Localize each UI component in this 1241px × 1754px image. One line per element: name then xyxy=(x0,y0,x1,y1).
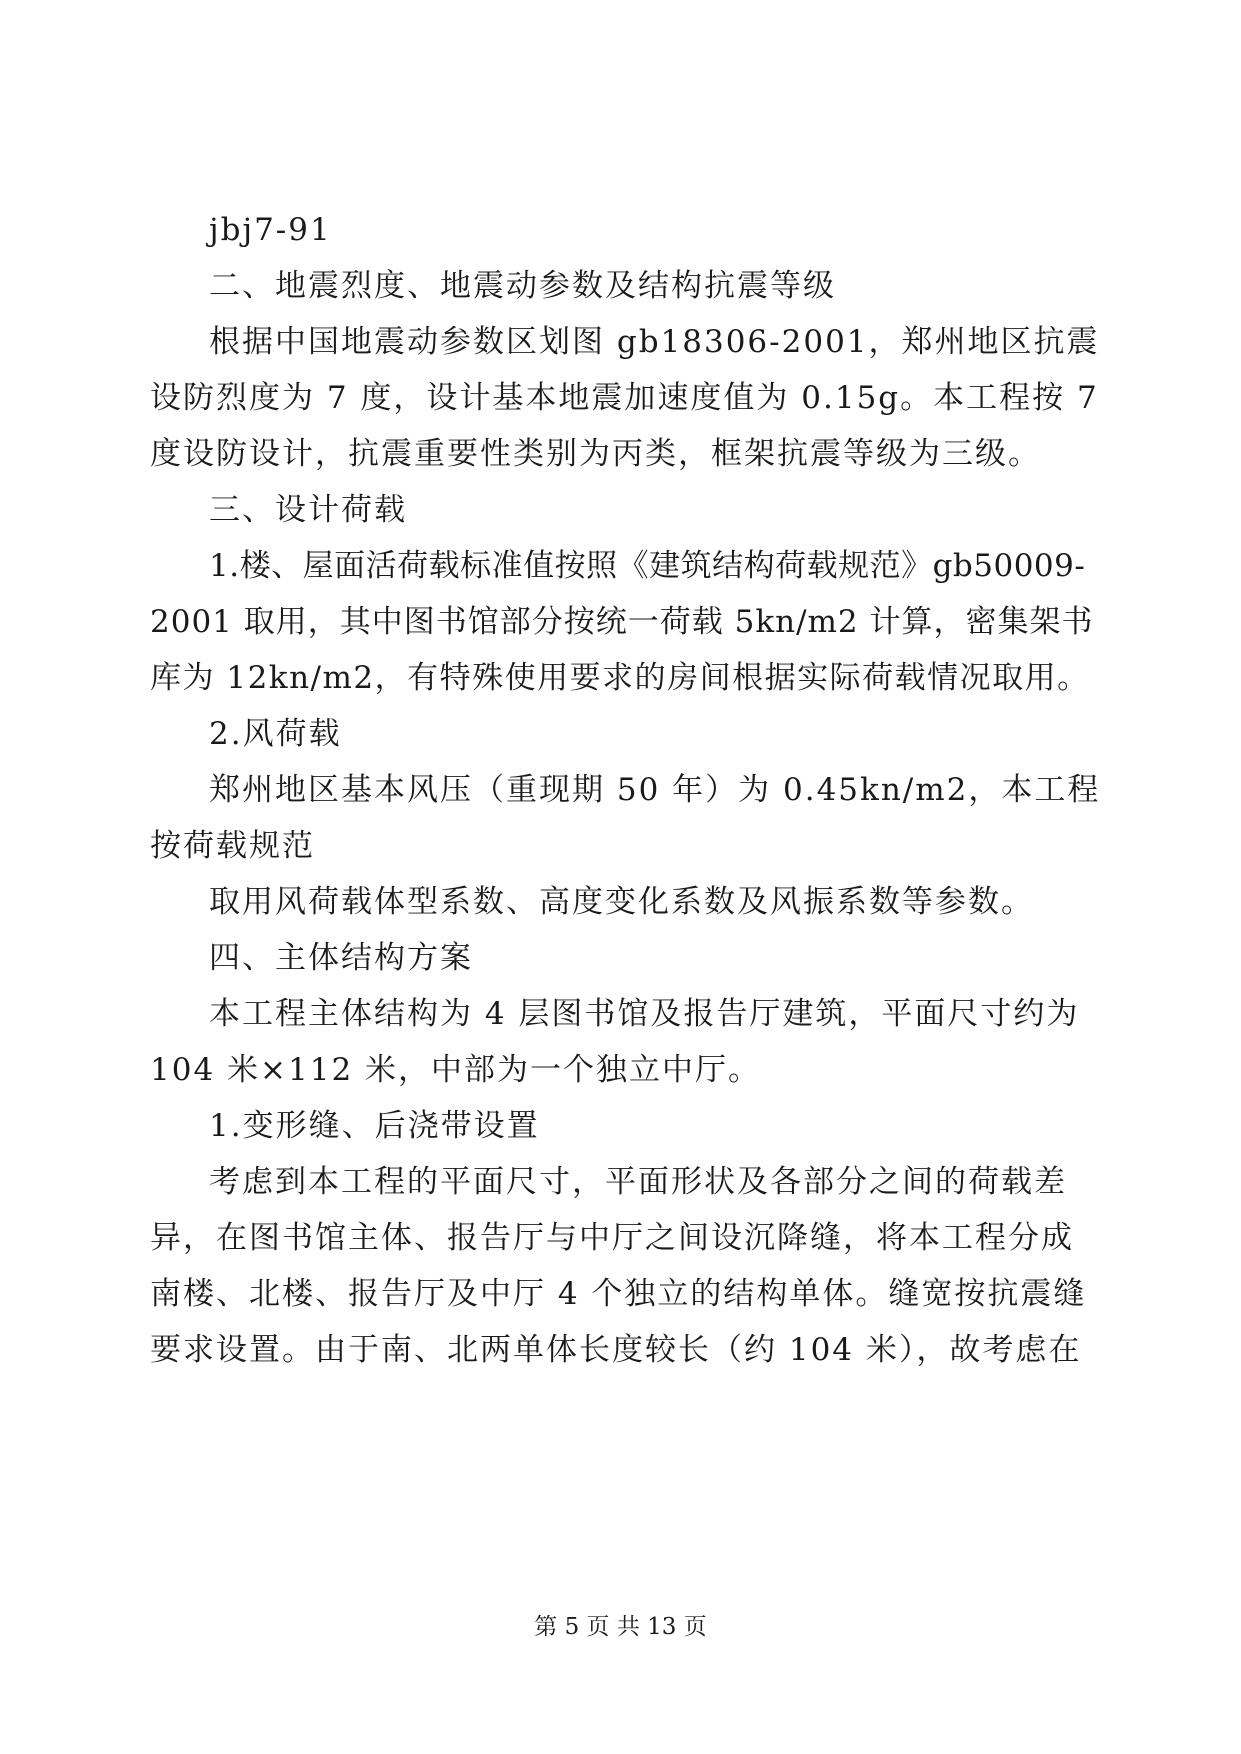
body-line: 1.楼、屋面活荷载标准值按照《建筑结构荷载规范》gb50009- xyxy=(209,548,1086,584)
page-number-footer: 第 5 页 共 13 页 xyxy=(534,1614,707,1640)
subsection-heading-wind-load: 2.风荷载 xyxy=(209,716,342,752)
body-line: 取用风荷载体型系数、高度变化系数及风振系数等参数。 xyxy=(209,884,1034,920)
section-heading-seismic: 二、地震烈度、地震动参数及结构抗震等级 xyxy=(209,268,836,304)
body-line-standard-code: jbj7-91 xyxy=(209,212,332,248)
body-line: 郑州地区基本风压（重现期 50 年）为 0.45kn/m2，本工程 xyxy=(209,772,1101,808)
body-line: 本工程主体结构为 4 层图书馆及报告厅建筑，平面尺寸约为 xyxy=(209,996,1080,1032)
body-line: 库为 12kn/m2，有特殊使用要求的房间根据实际荷载情况取用。 xyxy=(150,660,1090,696)
body-line: 设防烈度为 7 度，设计基本地震加速度值为 0.15g。本工程按 7 xyxy=(150,380,1099,416)
body-line: 异，在图书馆主体、报告厅与中厅之间设沉降缝，将本工程分成 xyxy=(150,1220,1074,1256)
body-line: 按荷载规范 xyxy=(150,828,315,864)
subsection-heading-joints: 1.变形缝、后浇带设置 xyxy=(209,1108,540,1144)
body-line: 度设防设计，抗震重要性类别为丙类，框架抗震等级为三级。 xyxy=(150,436,1041,472)
body-line: 104 米×112 米，中部为一个独立中厅。 xyxy=(150,1052,762,1088)
body-line: 2001 取用，其中图书馆部分按统一荷载 5kn/m2 计算，密集架书 xyxy=(150,604,1094,640)
body-line: 考虑到本工程的平面尺寸，平面形状及各部分之间的荷载差 xyxy=(209,1164,1067,1200)
section-heading-main-structure: 四、主体结构方案 xyxy=(209,940,473,976)
body-line: 根据中国地震动参数区划图 gb18306-2001，郑州地区抗震 xyxy=(209,324,1100,360)
body-line: 要求设置。由于南、北两单体长度较长（约 104 米），故考虑在 xyxy=(150,1332,1082,1368)
section-heading-design-load: 三、设计荷载 xyxy=(209,492,407,528)
body-line: 南楼、北楼、报告厅及中厅 4 个独立的结构单体。缝宽按抗震缝 xyxy=(150,1276,1087,1312)
